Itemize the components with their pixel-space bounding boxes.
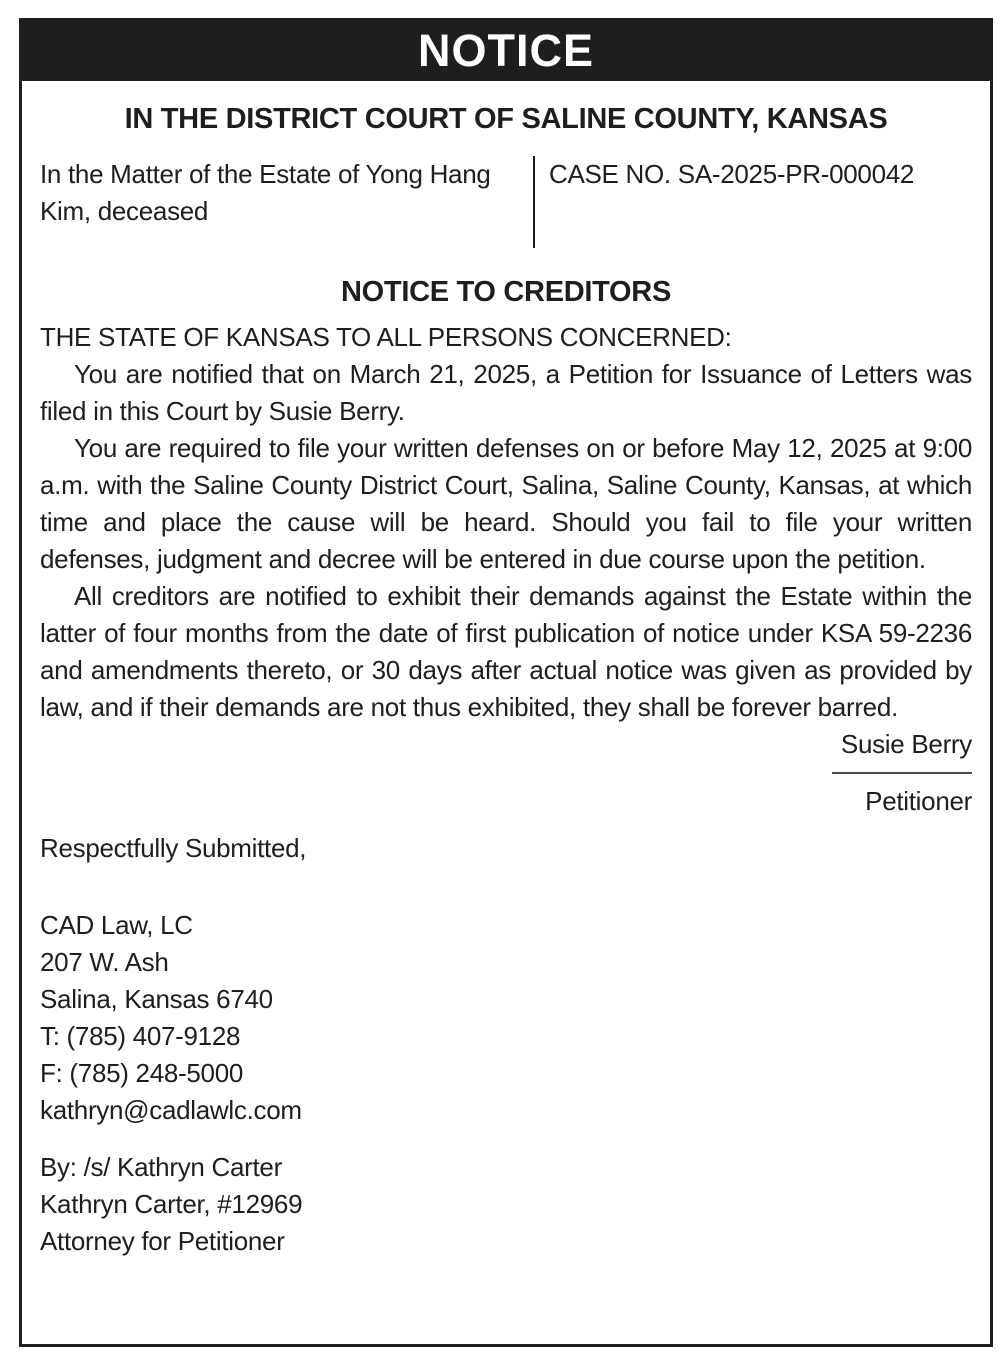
notice-body [40,319,972,726]
case-caption-number: CASE NO. SA-2025-PR-000042 [533,156,972,248]
petitioner-signature-block [40,726,972,820]
attorney-role-line: Attorney for Petitioner [40,1226,285,1256]
court-title: IN THE DISTRICT COURT OF SALINE COUNTY, KANSAS [124,103,888,135]
closing-line: Respectfully Submitted, [40,833,307,863]
petitioner-signature-title: Petitioner [865,786,972,816]
paragraph-written-defenses: You are required to file your written defenses on or before May 12, 2025 at 9:00 a.m. with the Saline County District Court, Salina, Saline County, Kansas, at which time and place the cause will be heard. Should you fail to file your written defenses, judgment and decree will be entered in due course upon the petition. [40,433,972,574]
paragraph-petition-filed: You are notified that on March 21, 2025, a Petition for Issuance of Letters was filed in this Court by Susie Berry. [40,359,972,426]
attorney-signature-block [40,1149,972,1260]
petitioner-signature-name: Susie Berry [840,729,972,759]
paragraph-creditors-demands: All creditors are notified to exhibit their demands against the Estate within the latter of four months from the date of first publication of notice under KSA 59-2236 and amendments thereto, or 30 days after actual notice was given as provided by law, and if their demands are not thus exhibited, they shall be forever barred. [40,581,972,722]
notice-document [19,18,993,1347]
firm-address-street: 207 W. Ash [40,947,169,977]
notice-banner [22,21,990,81]
firm-fax: F: (785) 248-5000 [40,1058,244,1088]
attorney-name-line: Kathryn Carter, #12969 [40,1189,303,1219]
firm-phone: T: (785) 407-9128 [40,1021,241,1051]
firm-name: CAD Law, LC [40,910,193,940]
section-title: NOTICE TO CREDITORS [341,276,671,308]
firm-address-city: Salina, Kansas 6740 [40,984,273,1014]
case-caption-matter: In the Matter of the Estate of Yong Hang Kim, deceased [40,159,491,226]
salutation-line: THE STATE OF KANSAS TO ALL PERSONS CONCERNED: [40,322,732,352]
firm-email: kathryn@cadlawlc.com [40,1095,302,1125]
notice-content [22,81,990,1260]
attorney-by-line: By: /s/ Kathryn Carter [40,1152,282,1182]
signature-line [832,772,972,774]
case-caption [40,156,972,248]
law-firm-block [40,907,972,1129]
notice-banner-label: NOTICE [417,25,594,76]
